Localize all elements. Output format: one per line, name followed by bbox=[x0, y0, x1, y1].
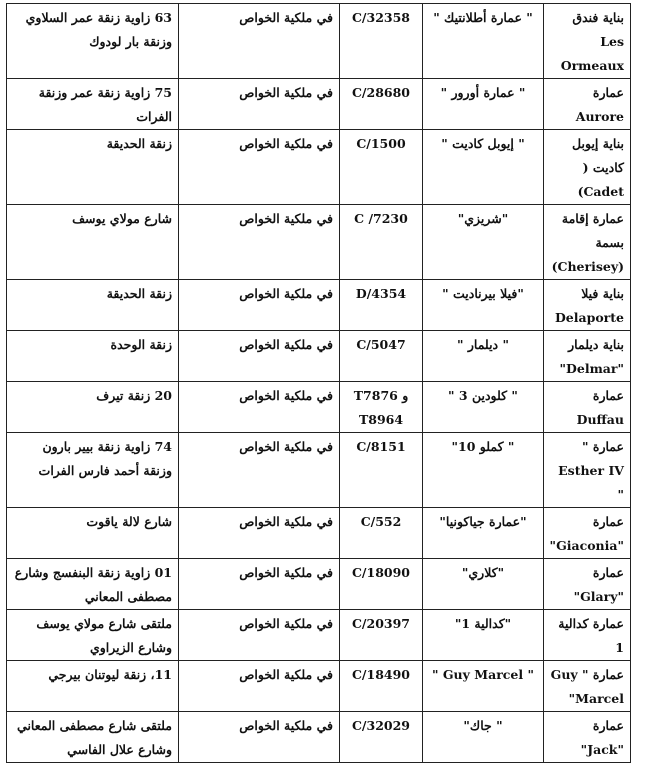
ownership-cell: في ملكية الخواص bbox=[179, 433, 340, 508]
address-cell: ملتقى شارع مولاي يوسف وشارع الزيراوي bbox=[7, 610, 179, 661]
address-cell: 75 زاوية زنقة عمر وزنقة الفرات bbox=[7, 79, 179, 130]
land-title-ref-cell: C/5047 bbox=[340, 331, 423, 382]
building-subtitle-cell: " كلودين 3 " bbox=[423, 382, 544, 433]
ownership-cell: في ملكية الخواص bbox=[179, 205, 340, 280]
building-name-cell: بناية إيوبل كاديت ( Cadet) bbox=[544, 130, 631, 205]
building-name-cell: عمارة كدالية 1 bbox=[544, 610, 631, 661]
building-name-cell: عمارة "Jack" bbox=[544, 712, 631, 763]
table-row bbox=[7, 4, 631, 79]
land-title-ref-cell: C/28680 bbox=[340, 79, 423, 130]
table-body bbox=[7, 4, 631, 763]
land-title-ref-cell: C /7230 bbox=[340, 205, 423, 280]
ownership-cell: في ملكية الخواص bbox=[179, 130, 340, 205]
table-row bbox=[7, 130, 631, 205]
land-title-ref-cell: C/20397 bbox=[340, 610, 423, 661]
land-title-ref-cell: C/18490 bbox=[340, 661, 423, 712]
building-name-cell: عمارة " Esther IV " bbox=[544, 433, 631, 508]
building-subtitle-cell: " ديلمار " bbox=[423, 331, 544, 382]
building-name-cell: عمارة إقامة بسمة (Cherisey) bbox=[544, 205, 631, 280]
address-cell: شارع لالة ياقوت bbox=[7, 508, 179, 559]
building-subtitle-cell: "فيلا بيرناديت " bbox=[423, 280, 544, 331]
ownership-cell: في ملكية الخواص bbox=[179, 331, 340, 382]
building-name-cell: بناية ديلمار "Delmar" bbox=[544, 331, 631, 382]
building-subtitle-cell: "كدالية 1" bbox=[423, 610, 544, 661]
address-cell: 11، زنقة ليوتنان بيرجي bbox=[7, 661, 179, 712]
table-row bbox=[7, 433, 631, 508]
land-title-ref-cell: D/4354 bbox=[340, 280, 423, 331]
land-title-ref-cell: C/552 bbox=[340, 508, 423, 559]
building-subtitle-cell: " عمارة أورور " bbox=[423, 79, 544, 130]
building-subtitle-cell: "شريزي" bbox=[423, 205, 544, 280]
ownership-cell: في ملكية الخواص bbox=[179, 4, 340, 79]
address-cell: زنقة الحديقة bbox=[7, 130, 179, 205]
building-subtitle-cell: " إيوبل كاديت " bbox=[423, 130, 544, 205]
address-cell: 20 زنقة تيرف bbox=[7, 382, 179, 433]
table-row bbox=[7, 661, 631, 712]
building-name-cell: عمارة "Giaconia" bbox=[544, 508, 631, 559]
ownership-cell: في ملكية الخواص bbox=[179, 610, 340, 661]
ownership-cell: في ملكية الخواص bbox=[179, 280, 340, 331]
land-title-ref-cell: C/1500 bbox=[340, 130, 423, 205]
buildings-table bbox=[6, 3, 631, 763]
building-subtitle-cell: " عمارة أطلانتيك " bbox=[423, 4, 544, 79]
address-cell: 63 زاوية زنقة عمر السلاوي وزنقة بار لودوك bbox=[7, 4, 179, 79]
land-title-ref-cell: C/8151 bbox=[340, 433, 423, 508]
table-row bbox=[7, 205, 631, 280]
table-row bbox=[7, 508, 631, 559]
building-subtitle-cell: " كملو 10" bbox=[423, 433, 544, 508]
table-row bbox=[7, 559, 631, 610]
table-row bbox=[7, 712, 631, 763]
table-row bbox=[7, 382, 631, 433]
table-row bbox=[7, 331, 631, 382]
ownership-cell: في ملكية الخواص bbox=[179, 712, 340, 763]
building-name-cell: عمارة " Guy Marcel" bbox=[544, 661, 631, 712]
ownership-cell: في ملكية الخواص bbox=[179, 382, 340, 433]
ownership-cell: في ملكية الخواص bbox=[179, 79, 340, 130]
building-name-cell: عمارة Aurore bbox=[544, 79, 631, 130]
address-cell: 01 زاوية زنقة البنفسج وشارع مصطفى المعاني bbox=[7, 559, 179, 610]
table-row bbox=[7, 79, 631, 130]
address-cell: شارع مولاي يوسف bbox=[7, 205, 179, 280]
building-name-cell: عمارة "Glary" bbox=[544, 559, 631, 610]
land-title-ref-cell: C/18090 bbox=[340, 559, 423, 610]
address-cell: زنقة الوحدة bbox=[7, 331, 179, 382]
building-name-cell: عمارة Duffau bbox=[544, 382, 631, 433]
building-subtitle-cell: "عمارة جياكونيا" bbox=[423, 508, 544, 559]
ownership-cell: في ملكية الخواص bbox=[179, 559, 340, 610]
table-row bbox=[7, 280, 631, 331]
table-row bbox=[7, 610, 631, 661]
building-subtitle-cell: " جاك" bbox=[423, 712, 544, 763]
land-title-ref-cell: C/32029 bbox=[340, 712, 423, 763]
building-name-cell: بناية فندق Les Ormeaux bbox=[544, 4, 631, 79]
ownership-cell: في ملكية الخواص bbox=[179, 508, 340, 559]
building-subtitle-cell: " Guy Marcel " bbox=[423, 661, 544, 712]
ownership-cell: في ملكية الخواص bbox=[179, 661, 340, 712]
address-cell: زنقة الحديقة bbox=[7, 280, 179, 331]
land-title-ref-cell: C/32358 bbox=[340, 4, 423, 79]
land-title-ref-cell: T7876 و T8964 bbox=[340, 382, 423, 433]
address-cell: 74 زاوية زنقة بيير بارون وزنقة أحمد فارس الفرات bbox=[7, 433, 179, 508]
address-cell: ملتقى شارع مصطفى المعاني وشارع علال الفاسي bbox=[7, 712, 179, 763]
building-subtitle-cell: "كلاري" bbox=[423, 559, 544, 610]
building-name-cell: بناية فيلا Delaporte bbox=[544, 280, 631, 331]
